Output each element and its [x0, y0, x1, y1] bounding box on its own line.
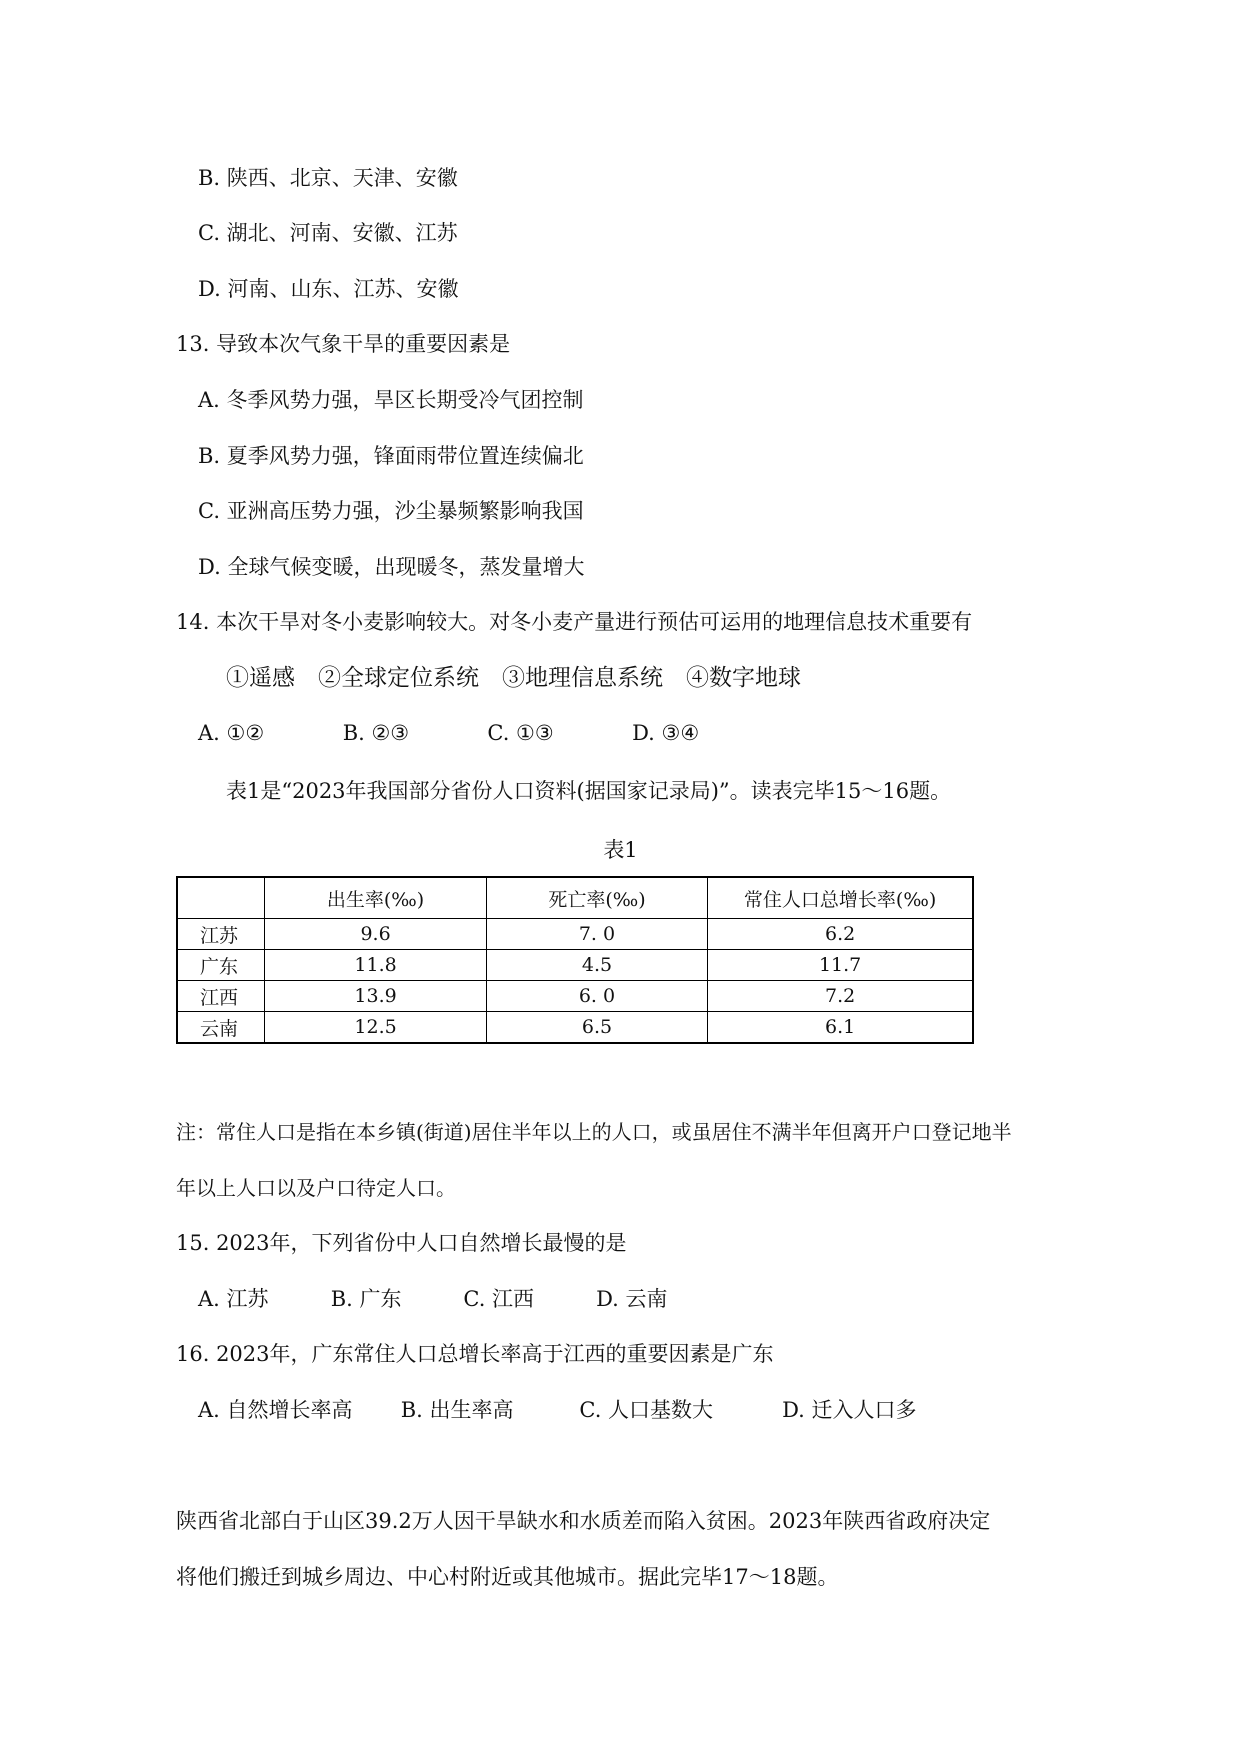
passage-line-1: 陕西省北部白于山区39.2万人因干旱缺水和水质差而陷入贫困。2023年陕西省政府决定 — [176, 1509, 991, 1533]
table-row — [177, 950, 973, 981]
cell-province: 江西 — [177, 981, 265, 1012]
q13-stem: 13. 导致本次气象干旱的重要因素是 — [176, 332, 511, 356]
header-province — [177, 877, 265, 919]
q15-option-c: C. 江西 — [463, 1287, 535, 1311]
cell-birth-rate: 13.9 — [265, 981, 486, 1012]
cell-growth-rate: 6.2 — [708, 919, 973, 950]
cell-province: 广东 — [177, 950, 265, 981]
cell-birth-rate: 9.6 — [265, 919, 486, 950]
cell-death-rate: 6.5 — [486, 1012, 707, 1044]
q13-option-d: D. 全球气候变暖，出现暖冬，蒸发量增大 — [198, 555, 585, 579]
q14-option-d: D. ③④ — [632, 721, 700, 745]
cell-province: 江苏 — [177, 919, 265, 950]
cell-death-rate: 6. 0 — [486, 981, 707, 1012]
cell-growth-rate: 11.7 — [708, 950, 973, 981]
header-growth-rate: 常住人口总增长率(‰) — [708, 877, 973, 919]
table-row — [177, 981, 973, 1012]
note-line-2: 年以上人口以及户口待定人口。 — [176, 1176, 456, 1200]
table-intro: 表1是“2023年我国部分省份人口资料(据国家记录局)”。读表完毕15～16题。 — [226, 779, 952, 803]
q16-options — [198, 1396, 917, 1424]
population-table — [176, 876, 974, 1044]
q15-options — [198, 1285, 668, 1313]
q12-option-b: B. 陕西、北京、天津、安徽 — [198, 166, 458, 190]
q14-items: ①遥感 ②全球定位系统 ③地理信息系统 ④数字地球 — [226, 665, 801, 691]
q14-option-c: C. ①③ — [487, 721, 554, 745]
header-birth-rate: 出生率(‰) — [265, 877, 486, 919]
q16-stem: 16. 2023年，广东常住人口总增长率高于江西的重要因素是广东 — [176, 1342, 774, 1366]
q16-option-c: C. 人口基数大 — [579, 1398, 714, 1422]
cell-growth-rate: 6.1 — [708, 1012, 973, 1044]
q13-option-a: A. 冬季风势力强，旱区长期受冷气团控制 — [198, 388, 584, 412]
cell-growth-rate: 7.2 — [708, 981, 973, 1012]
cell-birth-rate: 12.5 — [265, 1012, 486, 1044]
header-death-rate: 死亡率(‰) — [486, 877, 707, 919]
q15-option-b: B. 广东 — [330, 1287, 402, 1311]
q14-stem: 14. 本次干旱对冬小麦影响较大。对冬小麦产量进行预估可运用的地理信息技术重要有 — [176, 610, 973, 634]
cell-birth-rate: 11.8 — [265, 950, 486, 981]
table-header-row — [177, 877, 973, 919]
passage-line-2: 将他们搬迁到城乡周边、中心村附近或其他城市。据此完毕17～18题。 — [176, 1565, 839, 1589]
q13-option-c: C. 亚洲高压势力强，沙尘暴频繁影响我国 — [198, 499, 584, 523]
q16-option-b: B. 出生率高 — [400, 1398, 514, 1422]
note-line-1: 注：常住人口是指在本乡镇(街道)居住半年以上的人口，或虽居住不满半年但离开户口登记地半 — [176, 1120, 1012, 1144]
q15-stem: 15. 2023年，下列省份中人口自然增长最慢的是 — [176, 1231, 627, 1255]
q14-option-b: B. ②③ — [342, 721, 410, 745]
q14-option-a: A. ①② — [198, 721, 265, 745]
q16-option-d: D. 迁入人口多 — [782, 1398, 917, 1422]
table-caption: 表1 — [603, 838, 638, 862]
cell-death-rate: 4.5 — [486, 950, 707, 981]
q14-options — [198, 719, 699, 747]
cell-death-rate: 7. 0 — [486, 919, 707, 950]
cell-province: 云南 — [177, 1012, 265, 1044]
q15-option-a: A. 江苏 — [198, 1287, 269, 1311]
q12-option-c: C. 湖北、河南、安徽、江苏 — [198, 221, 458, 245]
q12-option-d: D. 河南、山东、江苏、安徽 — [198, 277, 459, 301]
q15-option-d: D. 云南 — [596, 1287, 668, 1311]
table-row — [177, 919, 973, 950]
q13-option-b: B. 夏季风势力强，锋面雨带位置连续偏北 — [198, 444, 584, 468]
q16-option-a: A. 自然增长率高 — [198, 1398, 353, 1422]
table-row — [177, 1012, 973, 1044]
